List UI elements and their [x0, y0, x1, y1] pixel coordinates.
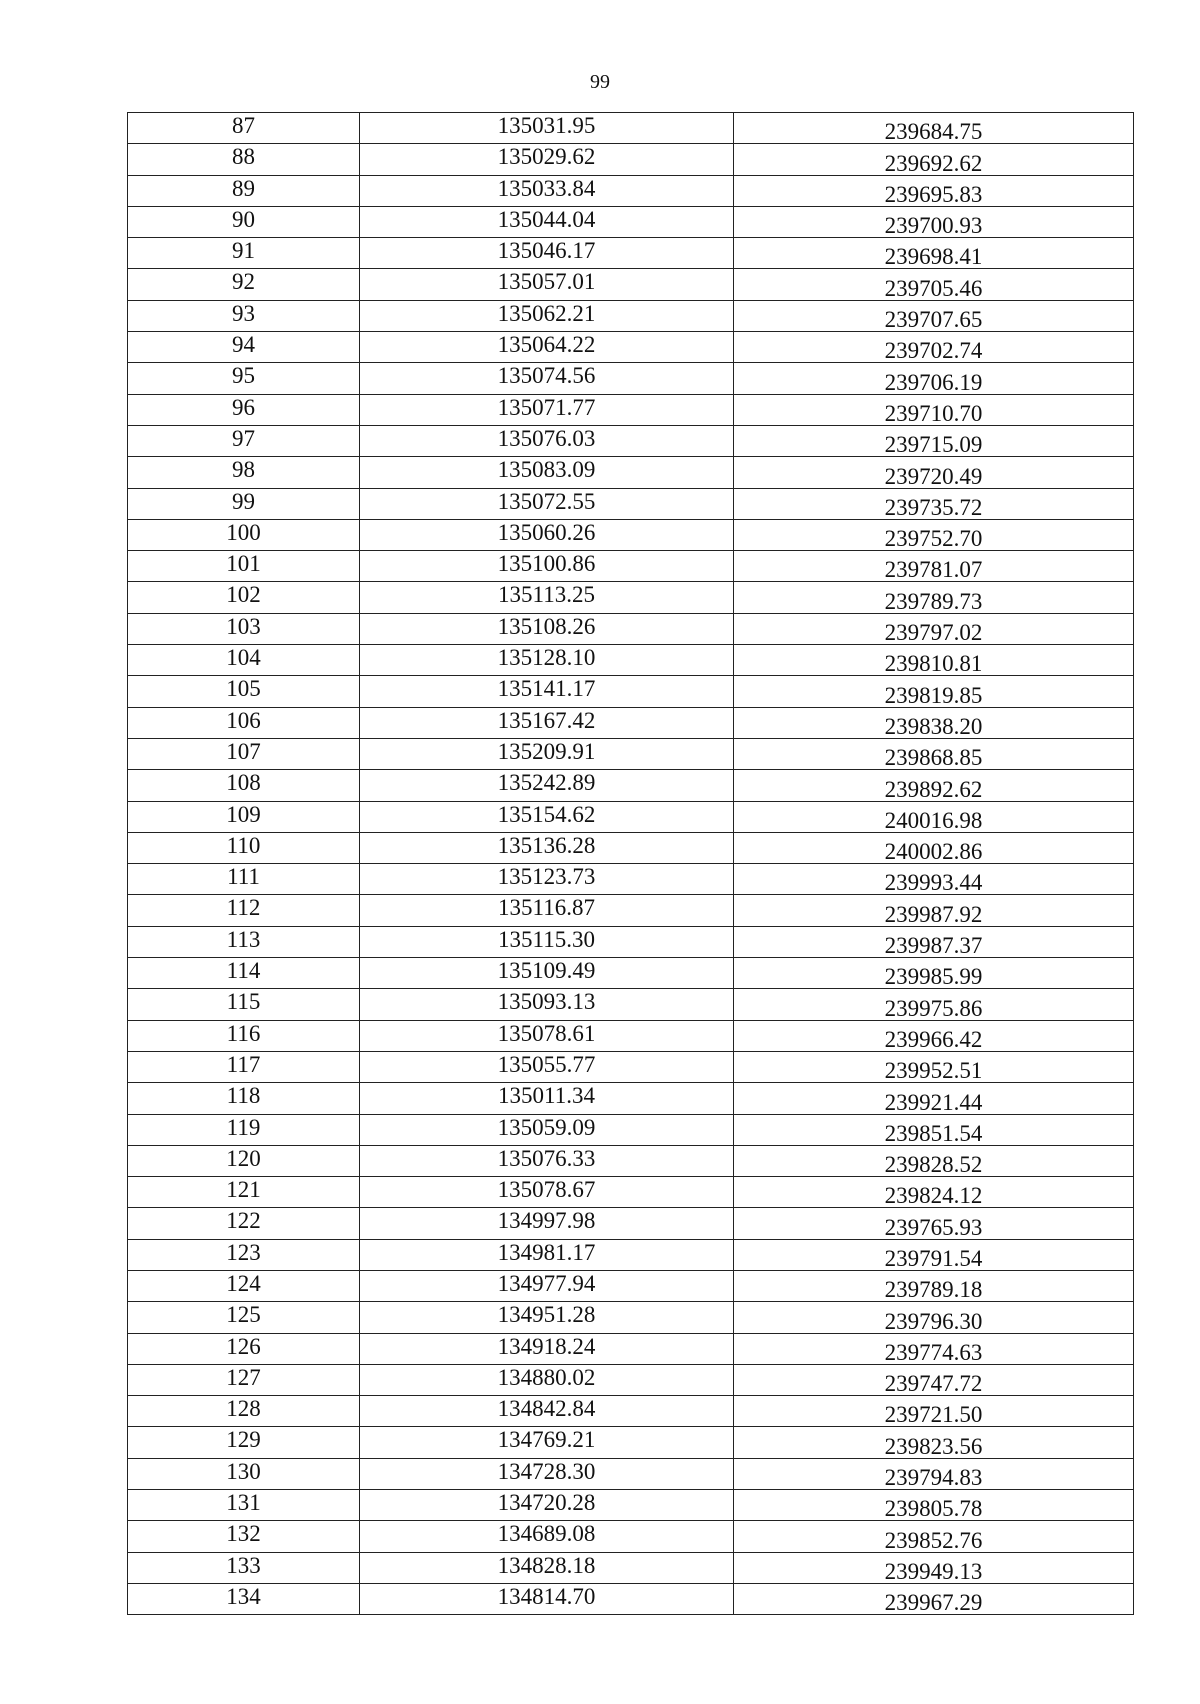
point-number-cell: 106	[128, 707, 360, 738]
table-row	[128, 300, 1134, 331]
point-number-cell: 111	[128, 864, 360, 895]
point-number-cell: 128	[128, 1396, 360, 1427]
y-coordinate-cell: 239851.54	[734, 1114, 1134, 1145]
x-coordinate-cell: 135154.62	[360, 801, 734, 832]
x-coordinate-cell: 135046.17	[360, 238, 734, 269]
y-coordinate-cell: 239715.09	[734, 425, 1134, 456]
x-coordinate-cell: 135083.09	[360, 457, 734, 488]
x-coordinate-cell: 135055.77	[360, 1051, 734, 1082]
y-coordinate-cell: 239868.85	[734, 738, 1134, 769]
table-row	[128, 613, 1134, 644]
x-coordinate-cell: 135029.62	[360, 144, 734, 175]
table-row	[128, 895, 1134, 926]
y-coordinate-cell: 239796.30	[734, 1302, 1134, 1333]
page-number: 99	[590, 71, 610, 93]
point-number-cell: 130	[128, 1458, 360, 1489]
point-number-cell: 109	[128, 801, 360, 832]
point-number-cell: 100	[128, 519, 360, 550]
y-coordinate-cell: 239710.70	[734, 394, 1134, 425]
y-coordinate-cell: 239967.29	[734, 1583, 1134, 1614]
table-row	[128, 1239, 1134, 1270]
y-coordinate-cell: 239707.65	[734, 300, 1134, 331]
point-number-cell: 118	[128, 1083, 360, 1114]
x-coordinate-cell: 135059.09	[360, 1114, 734, 1145]
table-row	[128, 738, 1134, 769]
point-number-cell: 119	[128, 1114, 360, 1145]
x-coordinate-cell: 134842.84	[360, 1396, 734, 1427]
x-coordinate-cell: 135033.84	[360, 175, 734, 206]
x-coordinate-cell: 134997.98	[360, 1208, 734, 1239]
y-coordinate-cell: 239993.44	[734, 864, 1134, 895]
y-coordinate-cell: 239698.41	[734, 238, 1134, 269]
table-row	[128, 519, 1134, 550]
table-row	[128, 1020, 1134, 1051]
table-row	[128, 676, 1134, 707]
x-coordinate-cell: 135128.10	[360, 645, 734, 676]
x-coordinate-cell: 135064.22	[360, 332, 734, 363]
y-coordinate-cell: 239705.46	[734, 269, 1134, 300]
x-coordinate-cell: 135116.87	[360, 895, 734, 926]
x-coordinate-cell: 135062.21	[360, 300, 734, 331]
table-row	[128, 425, 1134, 456]
point-number-cell: 131	[128, 1490, 360, 1521]
point-number-cell: 124	[128, 1270, 360, 1301]
table-row	[128, 332, 1134, 363]
y-coordinate-cell: 239692.62	[734, 144, 1134, 175]
y-coordinate-cell: 240016.98	[734, 801, 1134, 832]
x-coordinate-cell: 135078.61	[360, 1020, 734, 1051]
coordinates-table	[127, 112, 1134, 1615]
y-coordinate-cell: 239735.72	[734, 488, 1134, 519]
point-number-cell: 112	[128, 895, 360, 926]
y-coordinate-cell: 239985.99	[734, 958, 1134, 989]
y-coordinate-cell: 239794.83	[734, 1458, 1134, 1489]
table-row	[128, 1208, 1134, 1239]
point-number-cell: 90	[128, 206, 360, 237]
x-coordinate-cell: 135093.13	[360, 989, 734, 1020]
point-number-cell: 91	[128, 238, 360, 269]
point-number-cell: 127	[128, 1364, 360, 1395]
point-number-cell: 120	[128, 1145, 360, 1176]
table-row	[128, 989, 1134, 1020]
x-coordinate-cell: 134918.24	[360, 1333, 734, 1364]
y-coordinate-cell: 239852.76	[734, 1521, 1134, 1552]
point-number-cell: 122	[128, 1208, 360, 1239]
y-coordinate-cell: 239765.93	[734, 1208, 1134, 1239]
point-number-cell: 89	[128, 175, 360, 206]
y-coordinate-cell: 239987.37	[734, 926, 1134, 957]
point-number-cell: 97	[128, 425, 360, 456]
point-number-cell: 126	[128, 1333, 360, 1364]
point-number-cell: 108	[128, 770, 360, 801]
point-number-cell: 88	[128, 144, 360, 175]
point-number-cell: 117	[128, 1051, 360, 1082]
table-row	[128, 801, 1134, 832]
x-coordinate-cell: 135108.26	[360, 613, 734, 644]
table-row	[128, 1396, 1134, 1427]
point-number-cell: 129	[128, 1427, 360, 1458]
table-row	[128, 488, 1134, 519]
table-row	[128, 926, 1134, 957]
point-number-cell: 99	[128, 488, 360, 519]
table-row	[128, 457, 1134, 488]
x-coordinate-cell: 135242.89	[360, 770, 734, 801]
point-number-cell: 96	[128, 394, 360, 425]
table-row	[128, 394, 1134, 425]
table-row	[128, 582, 1134, 613]
coordinates-table-body	[128, 113, 1134, 1615]
point-number-cell: 94	[128, 332, 360, 363]
table-row	[128, 1552, 1134, 1583]
table-row	[128, 1145, 1134, 1176]
table-row	[128, 144, 1134, 175]
point-number-cell: 133	[128, 1552, 360, 1583]
table-row	[128, 113, 1134, 144]
table-row	[128, 1302, 1134, 1333]
point-number-cell: 116	[128, 1020, 360, 1051]
y-coordinate-cell: 239824.12	[734, 1177, 1134, 1208]
y-coordinate-cell: 239797.02	[734, 613, 1134, 644]
table-row	[128, 1083, 1134, 1114]
x-coordinate-cell: 134977.94	[360, 1270, 734, 1301]
y-coordinate-cell: 239966.42	[734, 1020, 1134, 1051]
point-number-cell: 87	[128, 113, 360, 144]
x-coordinate-cell: 134981.17	[360, 1239, 734, 1270]
table-row	[128, 958, 1134, 989]
y-coordinate-cell: 240002.86	[734, 832, 1134, 863]
table-row	[128, 238, 1134, 269]
y-coordinate-cell: 239823.56	[734, 1427, 1134, 1458]
x-coordinate-cell: 135100.86	[360, 551, 734, 582]
point-number-cell: 132	[128, 1521, 360, 1552]
table-row	[128, 1177, 1134, 1208]
y-coordinate-cell: 239774.63	[734, 1333, 1134, 1364]
y-coordinate-cell: 239789.73	[734, 582, 1134, 613]
point-number-cell: 121	[128, 1177, 360, 1208]
point-number-cell: 113	[128, 926, 360, 957]
table-row	[128, 1114, 1134, 1145]
point-number-cell: 102	[128, 582, 360, 613]
x-coordinate-cell: 134720.28	[360, 1490, 734, 1521]
y-coordinate-cell: 239810.81	[734, 645, 1134, 676]
y-coordinate-cell: 239700.93	[734, 206, 1134, 237]
y-coordinate-cell: 239975.86	[734, 989, 1134, 1020]
x-coordinate-cell: 135044.04	[360, 206, 734, 237]
x-coordinate-cell: 135072.55	[360, 488, 734, 519]
y-coordinate-cell: 239921.44	[734, 1083, 1134, 1114]
point-number-cell: 107	[128, 738, 360, 769]
x-coordinate-cell: 135060.26	[360, 519, 734, 550]
point-number-cell: 105	[128, 676, 360, 707]
table-row	[128, 1427, 1134, 1458]
point-number-cell: 93	[128, 300, 360, 331]
table-row	[128, 1333, 1134, 1364]
x-coordinate-cell: 134951.28	[360, 1302, 734, 1333]
table-row	[128, 363, 1134, 394]
x-coordinate-cell: 134728.30	[360, 1458, 734, 1489]
y-coordinate-cell: 239706.19	[734, 363, 1134, 394]
y-coordinate-cell: 239781.07	[734, 551, 1134, 582]
y-coordinate-cell: 239987.92	[734, 895, 1134, 926]
point-number-cell: 103	[128, 613, 360, 644]
point-number-cell: 125	[128, 1302, 360, 1333]
x-coordinate-cell: 135031.95	[360, 113, 734, 144]
y-coordinate-cell: 239828.52	[734, 1145, 1134, 1176]
table-row	[128, 1364, 1134, 1395]
y-coordinate-cell: 239892.62	[734, 770, 1134, 801]
y-coordinate-cell: 239791.54	[734, 1239, 1134, 1270]
table-row	[128, 1270, 1134, 1301]
x-coordinate-cell: 135113.25	[360, 582, 734, 613]
y-coordinate-cell: 239949.13	[734, 1552, 1134, 1583]
y-coordinate-cell: 239952.51	[734, 1051, 1134, 1082]
x-coordinate-cell: 135167.42	[360, 707, 734, 738]
point-number-cell: 114	[128, 958, 360, 989]
point-number-cell: 104	[128, 645, 360, 676]
x-coordinate-cell: 135074.56	[360, 363, 734, 394]
x-coordinate-cell: 134828.18	[360, 1552, 734, 1583]
table-row	[128, 1521, 1134, 1552]
point-number-cell: 92	[128, 269, 360, 300]
point-number-cell: 101	[128, 551, 360, 582]
y-coordinate-cell: 239747.72	[734, 1364, 1134, 1395]
x-coordinate-cell: 134814.70	[360, 1583, 734, 1614]
table-row	[128, 175, 1134, 206]
point-number-cell: 134	[128, 1583, 360, 1614]
table-row	[128, 770, 1134, 801]
y-coordinate-cell: 239805.78	[734, 1490, 1134, 1521]
table-row	[128, 551, 1134, 582]
y-coordinate-cell: 239838.20	[734, 707, 1134, 738]
x-coordinate-cell: 135011.34	[360, 1083, 734, 1114]
y-coordinate-cell: 239720.49	[734, 457, 1134, 488]
table-row	[128, 707, 1134, 738]
table-row	[128, 206, 1134, 237]
x-coordinate-cell: 135136.28	[360, 832, 734, 863]
table-row	[128, 832, 1134, 863]
point-number-cell: 95	[128, 363, 360, 394]
y-coordinate-cell: 239789.18	[734, 1270, 1134, 1301]
y-coordinate-cell: 239684.75	[734, 113, 1134, 144]
x-coordinate-cell: 135076.03	[360, 425, 734, 456]
x-coordinate-cell: 135123.73	[360, 864, 734, 895]
y-coordinate-cell: 239695.83	[734, 175, 1134, 206]
x-coordinate-cell: 135209.91	[360, 738, 734, 769]
x-coordinate-cell: 135115.30	[360, 926, 734, 957]
y-coordinate-cell: 239819.85	[734, 676, 1134, 707]
y-coordinate-cell: 239752.70	[734, 519, 1134, 550]
table-row	[128, 1583, 1134, 1614]
table-row	[128, 1051, 1134, 1082]
table-row	[128, 1458, 1134, 1489]
x-coordinate-cell: 135076.33	[360, 1145, 734, 1176]
table-row	[128, 1490, 1134, 1521]
y-coordinate-cell: 239721.50	[734, 1396, 1134, 1427]
point-number-cell: 98	[128, 457, 360, 488]
table-row	[128, 645, 1134, 676]
table-row	[128, 269, 1134, 300]
point-number-cell: 110	[128, 832, 360, 863]
point-number-cell: 123	[128, 1239, 360, 1270]
y-coordinate-cell: 239702.74	[734, 332, 1134, 363]
x-coordinate-cell: 135078.67	[360, 1177, 734, 1208]
point-number-cell: 115	[128, 989, 360, 1020]
x-coordinate-cell: 135071.77	[360, 394, 734, 425]
x-coordinate-cell: 135141.17	[360, 676, 734, 707]
x-coordinate-cell: 134689.08	[360, 1521, 734, 1552]
x-coordinate-cell: 134769.21	[360, 1427, 734, 1458]
table-row	[128, 864, 1134, 895]
x-coordinate-cell: 134880.02	[360, 1364, 734, 1395]
x-coordinate-cell: 135057.01	[360, 269, 734, 300]
x-coordinate-cell: 135109.49	[360, 958, 734, 989]
